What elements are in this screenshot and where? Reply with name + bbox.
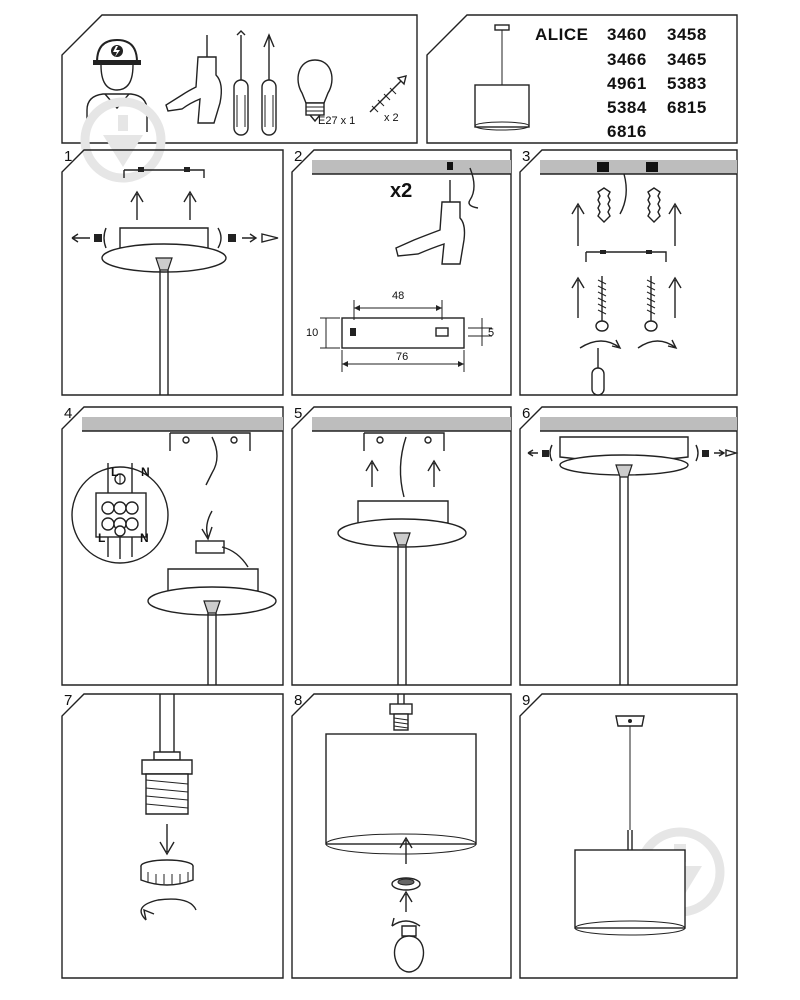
step-number: 1 <box>64 148 73 165</box>
terminal-label-l: L <box>98 531 106 545</box>
step-8-illustration <box>292 694 511 978</box>
multiplier-label: x2 <box>390 180 413 202</box>
screwdriver-flat-icon <box>227 35 257 140</box>
step-5-illustration <box>292 407 511 685</box>
step-8-panel <box>292 694 511 978</box>
terminal-label-n: N <box>141 465 150 479</box>
product-code: 3458 <box>667 25 707 44</box>
product-panel <box>427 15 737 143</box>
terminal-label-n: N <box>140 531 149 545</box>
step-5-panel <box>292 407 511 685</box>
step-number: 5 <box>294 405 303 422</box>
step-9-illustration <box>520 694 737 978</box>
product-code: 3465 <box>667 50 707 69</box>
step-number: 7 <box>64 692 73 709</box>
step-number: 8 <box>294 692 303 709</box>
product-code: 4961 <box>607 74 647 93</box>
step-6-illustration <box>520 407 737 685</box>
step-number: 3 <box>522 148 531 165</box>
product-code: 3460 <box>607 25 647 44</box>
step-1-illustration <box>62 150 283 395</box>
offset-dimension: 5 <box>488 327 495 339</box>
product-code: 6816 <box>607 122 647 141</box>
step-4-illustration <box>62 407 283 685</box>
step-7-panel <box>62 694 283 978</box>
step-3-panel <box>520 150 737 395</box>
step-number: 9 <box>522 692 531 709</box>
pendant-lamp-thumbnail <box>467 23 537 133</box>
step-3-illustration <box>520 150 737 395</box>
drill-icon <box>162 35 232 135</box>
step-6-panel <box>520 407 737 685</box>
terminal-label-l: L <box>111 465 119 479</box>
hole-spacing-dimension: 48 <box>392 290 405 302</box>
bulb-label: E27 x 1 <box>318 115 356 127</box>
step-number: 6 <box>522 405 531 422</box>
width-dimension: 76 <box>396 351 409 363</box>
step-7-illustration <box>62 694 283 978</box>
step-9-panel <box>520 694 737 978</box>
product-code: 3466 <box>607 50 647 69</box>
fixings-label: x 2 <box>384 112 399 124</box>
screwdriver-cross-icon <box>255 35 285 140</box>
step-number: 2 <box>294 148 303 165</box>
product-code: 6815 <box>667 98 707 117</box>
product-name: ALICE <box>535 25 589 44</box>
step-2-panel <box>292 150 511 395</box>
height-dimension: 10 <box>306 327 319 339</box>
step-number: 4 <box>64 405 73 422</box>
step-1-panel <box>62 150 283 395</box>
product-code: 5383 <box>667 74 707 93</box>
product-code: 5384 <box>607 98 647 117</box>
step-4-panel <box>62 407 283 685</box>
